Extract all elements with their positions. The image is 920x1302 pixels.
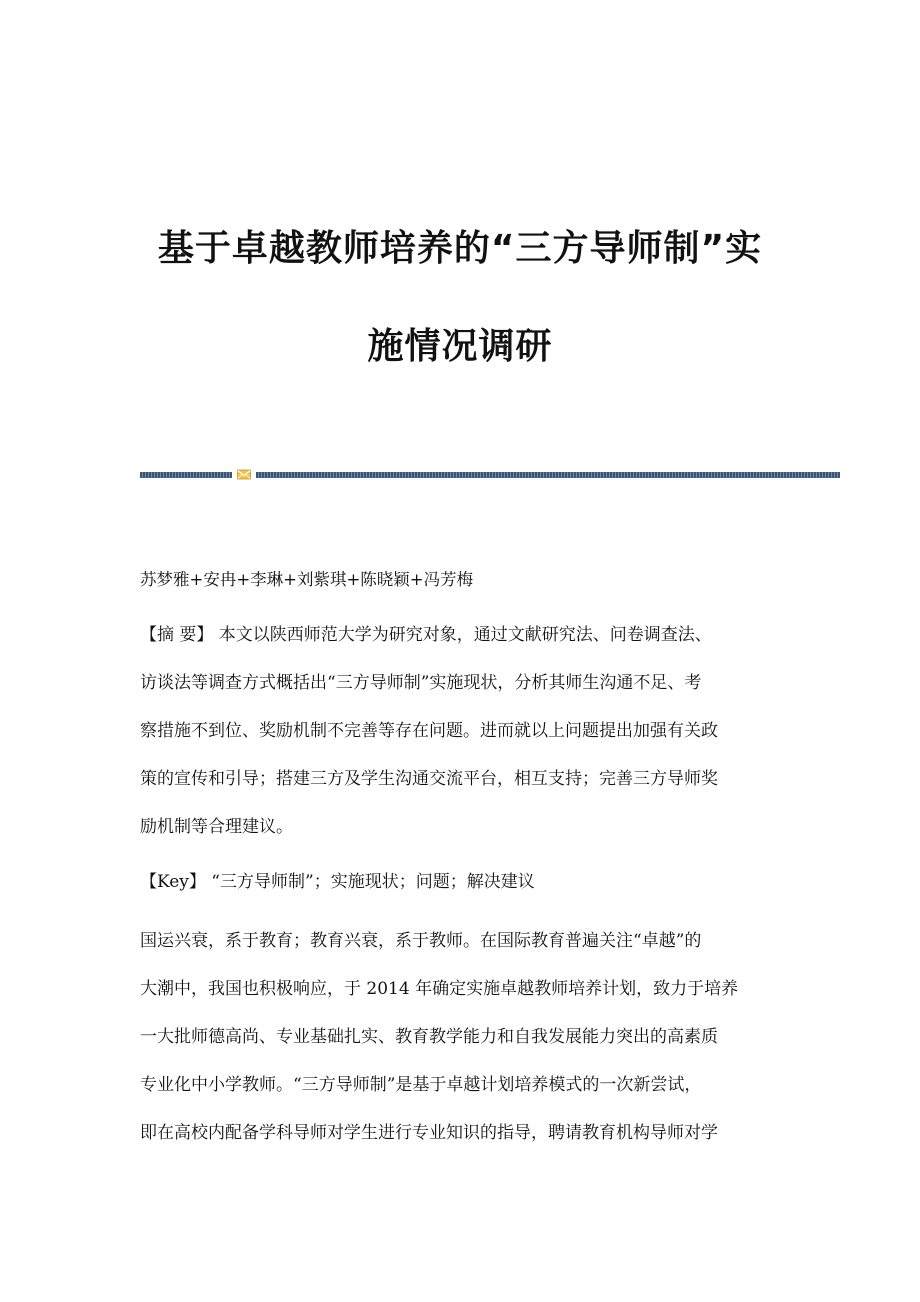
- body-line: 专业化中小学教师。“三方导师制”是基于卓越计划培养模式的一次新尝试，: [140, 1075, 702, 1095]
- abstract-section: [140, 611, 780, 851]
- body-line: 一大批师德高尚、专业基础扎实、教育教学能力和自我发展能力突出的高素质: [140, 1027, 718, 1047]
- document-title-line-2: 施情况调研: [367, 326, 553, 367]
- body-line: 即在高校内配备学科导师对学生进行专业知识的指导，聘请教育机构导师对学: [140, 1123, 718, 1143]
- body-line: 大潮中，我国也积极响应，于 2014 年确定实施卓越教师培养计划，致力于培养: [140, 979, 739, 999]
- title-divider: [140, 470, 840, 479]
- authors-line: 苏梦雅+安冉+李琳+刘紫琪+陈晓颖+冯芳梅: [140, 570, 474, 589]
- abstract-line: 察措施不到位、奖励机制不完善等存在问题。进而就以上问题提出加强有关政: [140, 721, 718, 741]
- divider-left-bar: [140, 472, 232, 478]
- abstract-line: 【摘 要】 本文以陕西师范大学为研究对象，通过文献研究法、问卷调查法、: [140, 625, 712, 645]
- envelope-icon: [237, 469, 251, 480]
- abstract-line: 励机制等合理建议。: [140, 817, 293, 837]
- divider-right-bar: [256, 472, 840, 478]
- body-paragraph: [140, 917, 780, 1157]
- abstract-line: 策的宣传和引导；搭建三方及学生沟通交流平台，相互支持；完善三方导师奖: [140, 769, 718, 789]
- body-line: 国运兴衰，系于教育；教育兴衰，系于教师。在国际教育普遍关注“卓越”的: [140, 931, 702, 951]
- document-title-line-1: 基于卓越教师培养的“三方导师制”实: [157, 228, 763, 269]
- abstract-line: 访谈法等调查方式概括出“三方导师制”实施现状，分析其师生沟通不足、考: [140, 673, 702, 693]
- keywords-line: 【Key】 “三方导师制”；实施现状；问题；解决建议: [140, 872, 535, 892]
